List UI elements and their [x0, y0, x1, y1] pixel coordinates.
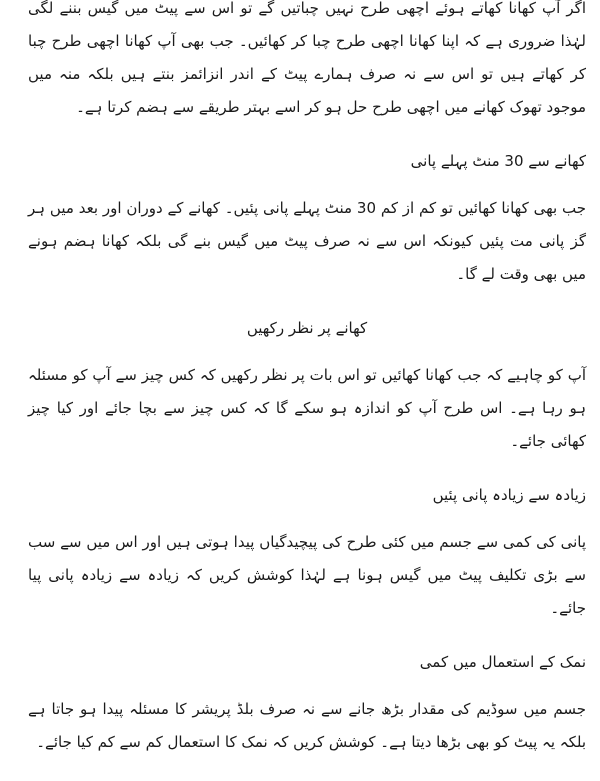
- paragraph-water-before-meal: جب بھی کھانا کھائیں تو کم از کم 30 منٹ پہلے پانی پئیں۔ کھانے کے دوران اور بعد میں ہر گز پانی مت پئیں کیونکہ اس سے نہ صرف پیٹ میں گیس بنے گی بلکہ کھانا ہضم ہونے میں بھی وقت لے گا۔: [28, 199, 586, 283]
- heading-reduce-salt: نمک کے استعمال میں کمی: [419, 653, 586, 671]
- heading-drink-water: زیادہ سے زیادہ پانی پئیں: [432, 486, 586, 504]
- paragraph-chewing: اگر آپ کھانا کھاتے ہوئے اچھی طرح نہیں چباتیں گے تو اس سے پیٹ میں گیس بننے لگی لہٰذا ضروری ہے کہ اپنا کھانا اچھی طرح چبا کر کھائیں۔ جب بھی آپ کھانا اچھی طرح چبا کر کھاتے ہیں تو اس سے نہ صرف ہمارے پیٹ کے اندر انزائمز بنتے ہیں بلکہ منہ میں موجود تھوک کھانے میں اچھی طرح حل ہو کر اسے بہتر طریقے سے ہضم کرتا ہے۔: [28, 0, 586, 116]
- article-body: [28, 0, 586, 781]
- paragraph-reduce-salt: جسم میں سوڈیم کی مقدار بڑھ جانے سے نہ صرف بلڈ پریشر کا مسئلہ پیدا ہو جاتا ہے بلکہ یہ پیٹ کو بھی بڑھا دیتا ہے۔ کوشش کریں کہ نمک کا استعمال کم سے کم کیا جائے۔: [28, 700, 586, 751]
- heading-watch-food: کھانے پر نظر رکھیں: [246, 319, 368, 337]
- paragraph-drink-water: پانی کی کمی سے جسم میں کئی طرح کی پیچیدگیاں پیدا ہوتی ہیں اور اس میں سے سب سے بڑی تکلیف پیٹ میں گیس ہونا ہے لہٰذا کوشش کریں کہ زیادہ سے زیادہ پانی پیا جائے۔: [28, 533, 586, 617]
- paragraph-watch-food: آپ کو چاہیے کہ جب کھانا کھائیں تو اس بات پر نظر رکھیں کہ کس چیز سے آپ کو مسئلہ ہو رہا ہے۔ اس طرح آپ کو اندازہ ہو سکے گا کہ کس چیز سے بچا جائے اور کیا چیز کھائی جائے۔: [28, 366, 586, 450]
- heading-water-before-meal: کھانے سے 30 منٹ پہلے پانی: [410, 152, 586, 170]
